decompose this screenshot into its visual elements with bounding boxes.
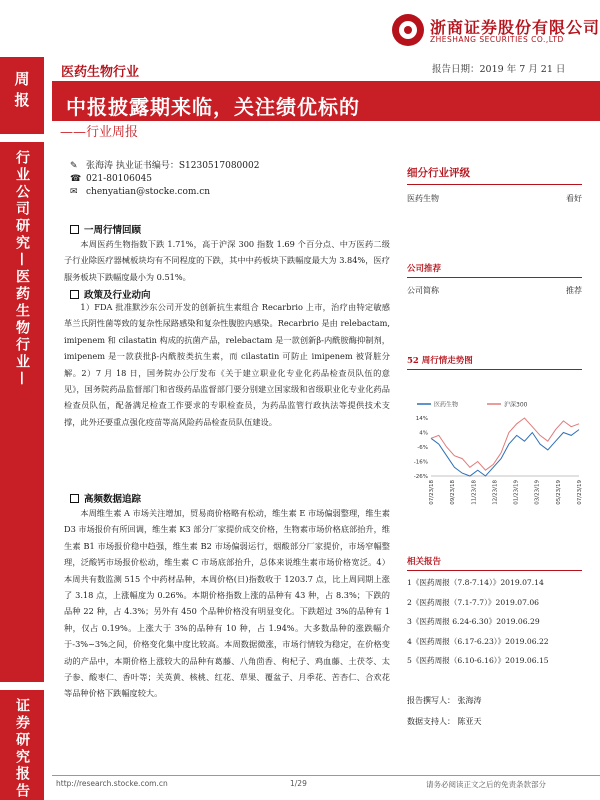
- related-reports-panel: [407, 555, 582, 671]
- phone-icon: ☎: [70, 174, 82, 184]
- footer-disclaimer: 请务必阅读正文之后的免责条款部分: [426, 780, 546, 789]
- x-tick-label: 07/23/19: [577, 480, 583, 505]
- x-tick-label: 07/23/18: [429, 480, 435, 505]
- recommend-row: [407, 285, 582, 296]
- data-support: 数据支持人： 陈亚天: [407, 717, 482, 726]
- contacts-block: [407, 690, 582, 732]
- page-subtitle: ——行业周报: [60, 125, 139, 140]
- sidebar-category: [0, 142, 44, 682]
- rating-row: [407, 193, 582, 204]
- recommend-company: 公司简称: [407, 286, 439, 295]
- legend-label: 医药生物: [434, 401, 459, 409]
- sidebar-footer-label: 证券研究报告: [14, 698, 30, 800]
- analyst-email[interactable]: chenyatian@stocke.com.cn: [86, 187, 211, 197]
- x-tick-label: 03/23/19: [534, 480, 541, 505]
- analyst-phone: 021-80106045: [86, 174, 153, 184]
- y-tick-label: -16%: [413, 459, 428, 466]
- company-logo: [392, 14, 600, 48]
- footer-divider: [52, 775, 600, 776]
- section-heading-market: 一周行情回顾: [70, 222, 141, 236]
- divider: [407, 369, 582, 370]
- trend-title: 52 周行情走势图: [407, 356, 473, 366]
- x-tick-label: 12/23/18: [492, 480, 499, 505]
- y-tick-label: 4%: [419, 430, 428, 437]
- section-heading-policy: 政策及行业动向: [70, 287, 151, 301]
- analyst-icon: ✎: [70, 161, 78, 171]
- x-tick-label: 01/23/19: [513, 480, 520, 505]
- section-heading-data: 高频数据追踪: [70, 491, 141, 505]
- recommend-title: 公司推荐: [407, 264, 442, 274]
- rating-industry: 医药生物: [407, 194, 439, 203]
- related-report-item[interactable]: 4《医药周报（6.17-6.23）》2019.06.22: [407, 636, 549, 646]
- divider: [407, 184, 582, 185]
- page-title: 中报披露期来临，关注绩优标的: [66, 95, 360, 119]
- trend-chart-svg: [407, 398, 587, 528]
- checkbox-icon: [70, 494, 79, 503]
- rating-title: 细分行业评级: [407, 167, 470, 179]
- x-tick-label: 05/23/19: [555, 480, 562, 505]
- trend-title-block: [407, 354, 582, 370]
- divider: [407, 570, 582, 571]
- logo-emblem-icon: [392, 14, 424, 46]
- section-body-data: 本周维生素 A 市场关注增加，贸易商价格略有松动，维生素 E 市场偏弱整理，维生素 D3 市场报价有所回调，维生素 K3 部分厂家提价成交价格，生物素市场价格底部抬升，维生素 B1 市场报价稳中趋强，维生素 B2 市场偏弱运行，烟酸部分厂家提价，市场窄幅整理，泛酸钙市场报价松动，维生素 C 市场底部抬升，总体来说维生素市场价格宽泛。4）本周共有数监测 515 个中药材品种，本周价格(日)指数收于 1203.7 点，比上周同期上涨了 3.18 点，上涨幅度为 0.26%。本期价格指数上涨的品种有 43 种，占 8.3%；下跌的品种 22 种，占 4.3%；另外有 450 个品种价格没有明显变化。下跌超过 3%的品种有 1 种，仅占 0.19%。上涨大于 3%的品种有 10 种，占 1.94%。大多数品种的涨跌幅介于-3%~3%之间，价格变化集中度比较高。本周数据微涨，市场行情较为稳定，在价格变动的产品中，本期价格上涨较大的品种有葛藤、八角茴香、枸杞子、鸡血藤、土茯苓、太子参、酸枣仁、香叶等；关英黄、核桃、红花、草果、覆盆子、月季花、苦杏仁、合欢花等品种价格下跌幅度较大。: [64, 508, 390, 699]
- x-tick-label: 11/23/18: [471, 480, 478, 505]
- section-body-market: 本周医药生物指数下跌 1.71%，高于沪深 300 指数 1.69 个百分点、中万医药二级子行业除医疗器械板块均有不同程度的下跌，其中中药板块下跌幅度最大为 3.84%，医疗服务板块下跌幅度最小为 0.51%。: [64, 239, 390, 282]
- y-tick-label: -26%: [413, 474, 428, 480]
- divider: [407, 277, 582, 278]
- related-list: [407, 573, 582, 671]
- sidebar-report-type: [0, 57, 44, 134]
- industry-rating-panel: [407, 165, 582, 204]
- series-line: [431, 418, 579, 470]
- sidebar-report-type-label: 周报: [12, 71, 31, 113]
- legend-label: 沪深300: [504, 401, 528, 409]
- page-number: 1/29: [290, 779, 307, 788]
- series-line: [431, 430, 579, 476]
- report-date: 报告日期：2019 年 7 月 21 日: [432, 64, 566, 75]
- logo-cn-text: 浙商证券股份有限公司: [430, 18, 600, 37]
- author-block: [70, 160, 259, 199]
- logo-en-text: ZHESHANG SECURITIES CO.,LTD: [430, 35, 564, 44]
- related-title: 相关报告: [407, 557, 442, 567]
- email-icon: ✉: [70, 187, 78, 197]
- sidebar-category-label: 行业公司研究—医药生物行业—: [14, 150, 30, 388]
- related-report-item[interactable]: 3《医药周报 6.24-6.30》2019.06.29: [407, 617, 540, 626]
- report-writer: 报告撰写人： 张海涛: [407, 696, 482, 705]
- sidebar-footer: [0, 690, 44, 800]
- rating-value: 看好: [566, 194, 582, 203]
- recommend-value: 推荐: [566, 286, 582, 295]
- related-report-item[interactable]: 5《医药周报（6.10-6.16）》2019.06.15: [407, 656, 549, 665]
- checkbox-icon: [70, 290, 79, 299]
- related-report-item[interactable]: 2《医药周报（7.1-7.7）》2019.07.06: [407, 597, 539, 607]
- analyst-line: 张海涛 执业证书编号：S1230517080002: [86, 161, 260, 171]
- industry-name: 医药生物行业: [61, 65, 140, 80]
- y-tick-label: 14%: [415, 416, 428, 422]
- recommend-panel: [407, 262, 582, 296]
- x-tick-label: 09/23/18: [450, 480, 457, 505]
- related-report-item[interactable]: 1《医药周报（7.8-7.14）》2019.07.14: [407, 578, 544, 587]
- trend-chart: [407, 398, 587, 528]
- section-body-policy: 1）FDA 批准默沙东公司开发的创新抗生素组合 Recarbrio 上市，治疗由特定敏感革兰氏阴性菌等致的复杂性尿路感染和复杂性腹腔内感染。Recarbrio 是由 relebactam, imipenem 和 cilastatin 构成的抗菌产品，relebactam 是一款创新β-内酰胺酶抑制剂，imipenem 是一款获批β-内酰胺类抗生素，而 cilastatin 可防止 imipenem 被肾脏分解。2）7 月 18 日，国务院办公厅发布《关于建立职业化专业化药品检查员队伍的意见》，国务院药品监督部门和省级药品监督部门要分别建立国家级和省级职业化专业化药品检查员队伍，配备满足检查工作要求的专职检查员，为药品监管行政执法等提供技术支撑，此外还要重点强化疫苗等高风险药品检查员队伍建设。: [64, 302, 390, 427]
- checkbox-icon: [70, 225, 79, 234]
- y-tick-label: -6%: [417, 445, 428, 451]
- footer-url[interactable]: http://research.stocke.com.cn: [56, 779, 168, 788]
